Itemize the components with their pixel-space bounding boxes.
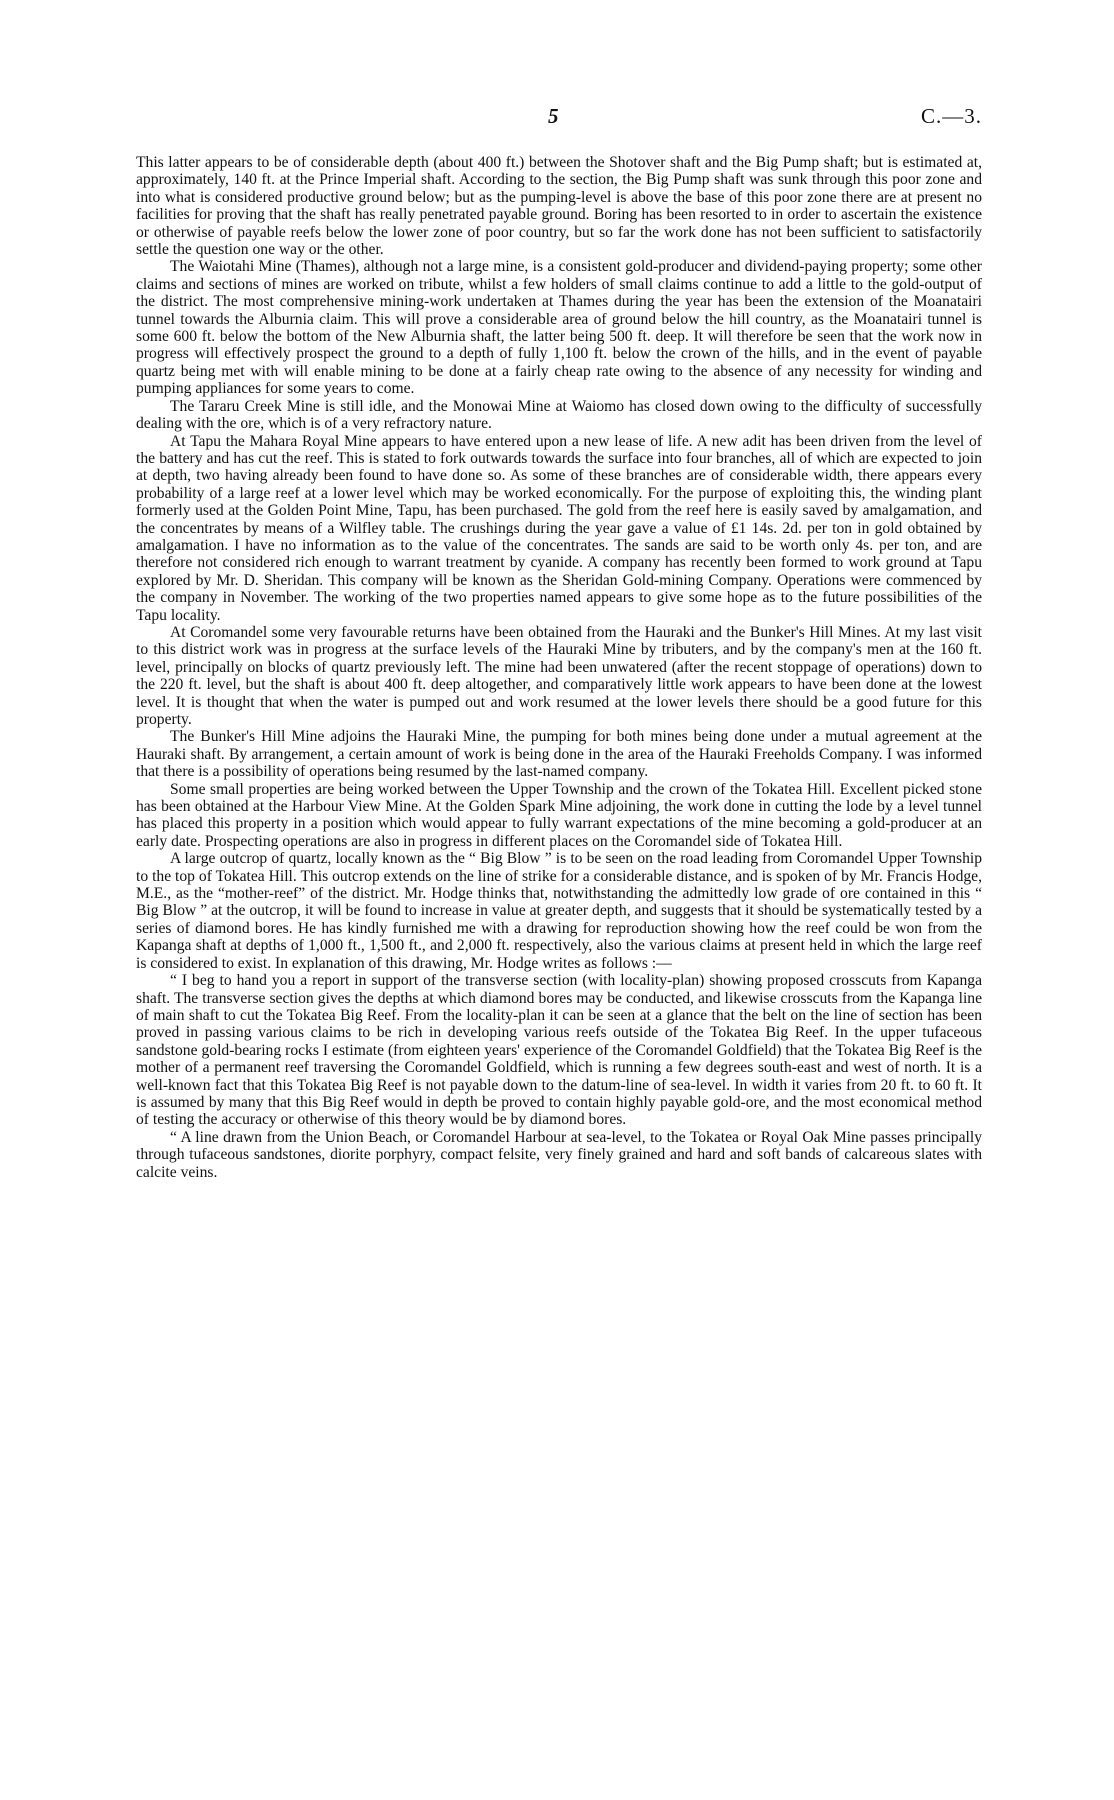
paragraph-hodge-report: “ I beg to hand you a report in support of the transverse section (with locality-plan) showing proposed crosscuts from Kapanga shaft. The transverse section gives the depths at which diamond bores may be conducted, and likewise crosscuts from the Kapanga line of main shaft to cut the Tokatea Big Reef. From the locality-plan it can be seen at a glance that the belt on the line of section has been proved in passing various claims to be rich in developing various reefs outside of the Tokatea Big Reef. In the upper tufaceous sandstone gold-bearing rocks I estimate (from eighteen years' experience of the Coromandel Goldfield) that the Tokatea Big Reef is the mother of a permanent reef traversing the Coromandel Goldfield, which is running a few degrees south-east and west of north. It is a well-known fact that this Tokatea Big Reef is not payable down to the datum-line of sea-level. In width it varies from 20 ft. to 60 ft. It is assumed by many that this Big Reef would in depth be proved to contain highly payable gold-ore, and the most economical method of testing the accuracy or otherwise of this theory would be by diamond bores. [136, 972, 982, 1129]
paragraph-big-blow-outcrop: A large outcrop of quartz, locally known as the “ Big Blow ” is to be seen on the road leading from Coromandel Upper Township to the top of Tokatea Hill. This outcrop extends on the line of strike for a considerable distance, and is spoken of by Mr. Francis Hodge, M.E., as the “mother-reef” of the district. Mr. Hodge thinks that, notwithstanding the admittedly low grade of ore contained in this “ Big Blow ” at the outcrop, it will be found to increase in value at greater depth, and suggests that it should be systematically tested by a series of diamond bores. He has kindly furnished me with a drawing for reproduction showing how the reef could be won from the Kapanga shaft at depths of 1,000 ft., 1,500 ft., and 2,000 ft. respectively, also the various claims at present held in which the large reef is considered to exist. In explanation of this drawing, Mr. Hodge writes as follows :— [136, 850, 982, 972]
paragraph-union-beach-line: “ A line drawn from the Union Beach, or Coromandel Harbour at sea-level, to the Tokatea or Royal Oak Mine passes principally through tufaceous sandstones, diorite porphyry, compact felsite, very finely grained and hard and soft bands of calcareous slates with calcite veins. [136, 1128, 982, 1181]
paragraph-shotover-poor-zone: This latter appears to be of considerable depth (about 400 ft.) between the Shotover shaft and the Big Pump shaft; but is estimated at, approximately, 140 ft. at the Prince Imperial shaft. According to the section, the Big Pump shaft was sunk through this poor zone and into what is considered productive ground below; but as the pumping-level is above the base of this poor zone there are at present no facilities for proving that the shaft has really penetrated payable ground. Boring has been resorted to in order to ascertain the existence or otherwise of payable reefs below the lower zone of poor country, but so far the work done has not been sufficient to satisfactorily settle the question one way or the other. [136, 154, 982, 259]
body-text [136, 154, 982, 1181]
paragraph-coromandel-hauraki: At Coromandel some very favourable returns have been obtained from the Hauraki and the Bunker's Hill Mines. At my last visit to this district work was in progress at the surface levels of the Hauraki Mine by tributers, and by the company's men at the 160 ft. level, principally on blocks of quartz previously left. The mine had been unwatered (after the recent stoppage of operations) down to the 220 ft. level, but the shaft is about 400 ft. deep altogether, and comparatively little work appears to have been done at the lowest level. It is thought that when the water is pumped out and work resumed at the lower levels there should be a good future for this property. [136, 623, 982, 728]
paragraph-bunkers-hill-mine: The Bunker's Hill Mine adjoins the Hauraki Mine, the pumping for both mines being done under a mutual agreement at the Hauraki shaft. By arrangement, a certain amount of work is being done in the area of the Hauraki Freeholds Company. I was informed that there is a possibility of operations being resumed by the last-named company. [136, 728, 982, 781]
paragraph-tokatea-hill-properties: Some small properties are being worked between the Upper Township and the crown of the Tokatea Hill. Excellent picked stone has been obtained at the Harbour View Mine. At the Golden Spark Mine adjoining, the work done in cutting the lode by a level tunnel has placed this property in a position which would appear to fully warrant expectations of the mine becoming a gold-producer at an early date. Prospecting operations are also in progress in different places on the Coromandel side of Tokatea Hill. [136, 780, 982, 850]
page-header [0, 104, 1114, 134]
document-reference: C.—3. [920, 104, 982, 128]
page-number: 5 [548, 104, 559, 128]
paragraph-waiotahi-mine: The Waiotahi Mine (Thames), although not a large mine, is a consistent gold-producer and dividend-paying property; some other claims and sections of mines are worked on tribute, whilst a few holders of small claims continue to add a little to the gold-output of the district. The most comprehensive mining-work undertaken at Thames during the year has been the extension of the Moanatairi tunnel towards the Alburnia claim. This will prove a considerable area of ground below the hill country, as the Moanatairi tunnel is some 600 ft. below the bottom of the New Alburnia shaft, the latter being 500 ft. deep. It will therefore be seen that the work now in progress will effectively prospect the ground to a depth of fully 1,100 ft. below the crown of the hills, and in the event of payable quartz being met with will enable mining to be done at a fairly cheap rate owing to the absence of any necessity for winding and pumping appliances for some years to come. [136, 258, 982, 398]
paragraph-tararu-creek-mine: The Tararu Creek Mine is still idle, and the Monowai Mine at Waiomo has closed down owing to the difficulty of successfully dealing with the ore, which is of a very refractory nature. [136, 397, 982, 433]
paragraph-tapu-mahara-royal: At Tapu the Mahara Royal Mine appears to have entered upon a new lease of life. A new adit has been driven from the level of the battery and has cut the reef. This is stated to fork outwards towards the surface into four branches, all of which are expected to join at depth, two having already been found to have done so. As some of these branches are of considerable width, there appears every probability of a large reef at a lower level which may be worked economically. For the purpose of exploiting this, the winding plant formerly used at the Golden Point Mine, Tapu, has been purchased. The gold from the reef here is easily saved by amalgamation, and the concentrates by means of a Wilfley table. The crushings during the year gave a value of £1 14s. 2d. per ton in gold obtained by amalgamation. I have no information as to the value of the concentrates. The sands are said to be worth only 4s. per ton, and are therefore not considered rich enough to warrant treatment by cyanide. A company has recently been formed to work ground at Tapu explored by Mr. D. Sheridan. This company will be known as the Sheridan Gold-mining Company. Operations were commenced by the company in November. The working of the two properties named appears to give some hope as to the future possibilities of the Tapu locality. [136, 432, 982, 624]
